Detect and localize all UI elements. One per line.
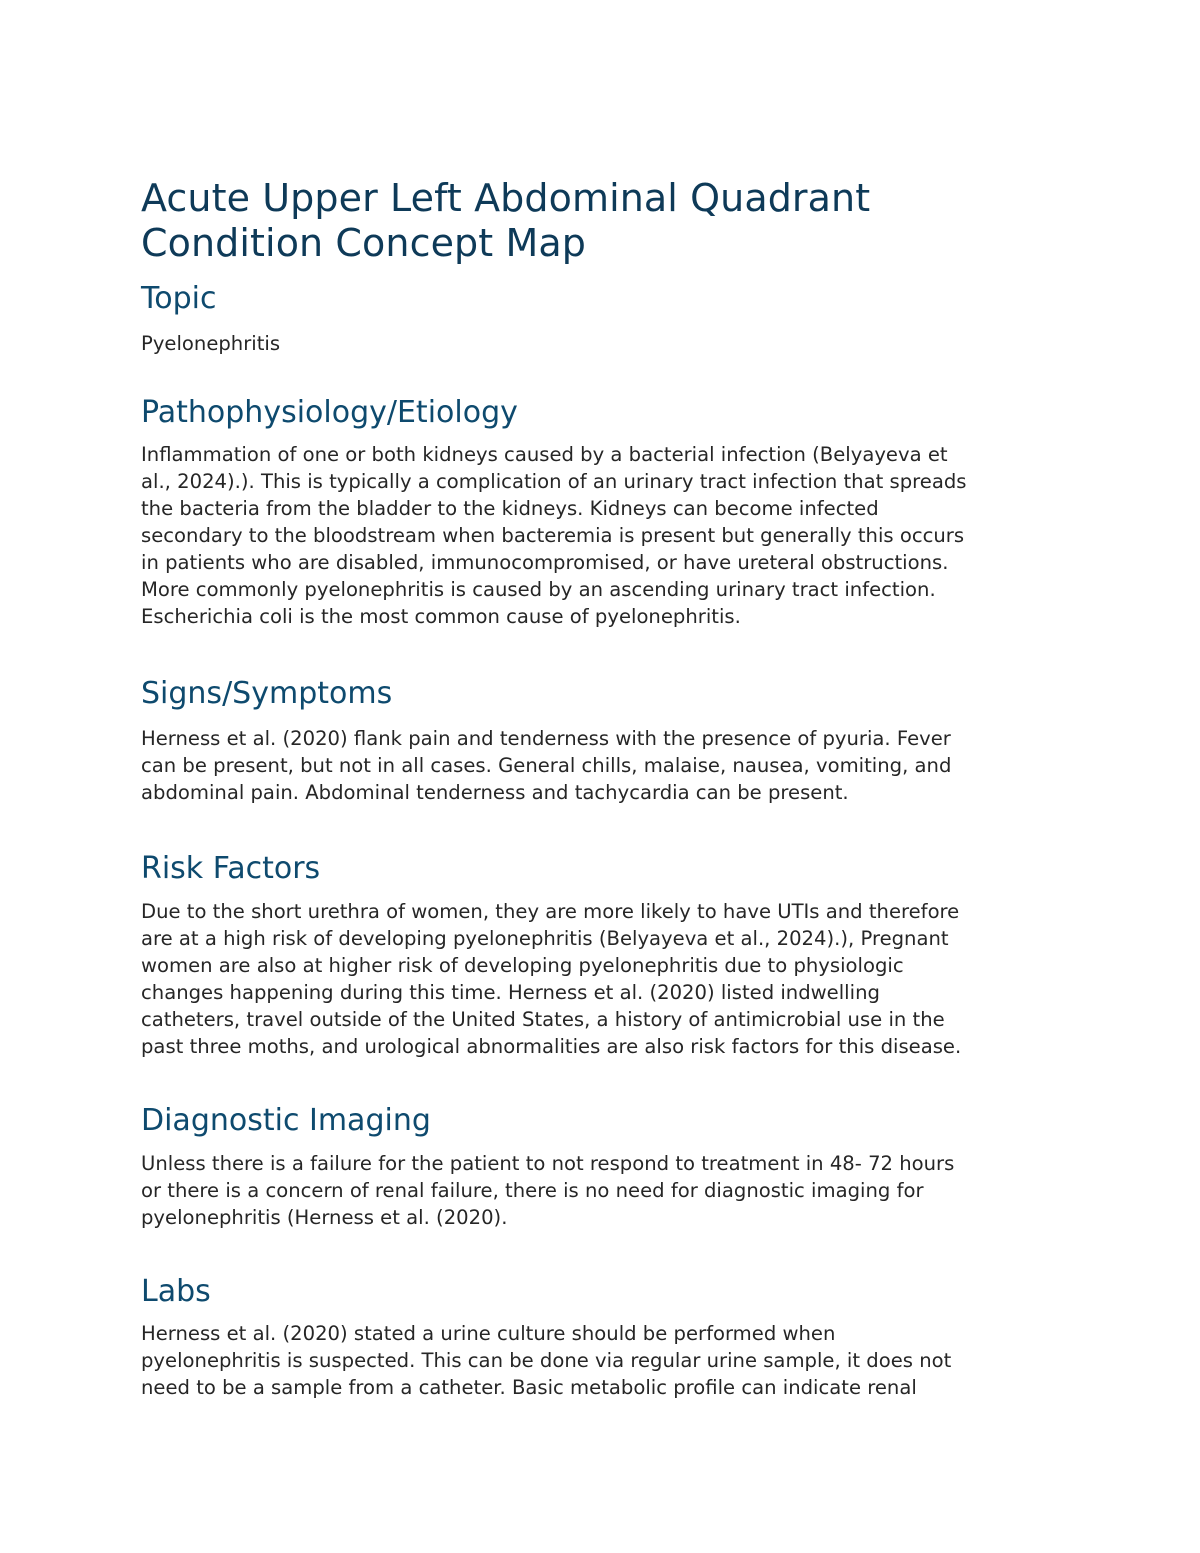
- section-signs-symptoms: [141, 675, 1061, 806]
- section-body-topic: Pyelonephritis: [141, 332, 281, 355]
- section-heading-diagnostic-imaging: Diagnostic Imaging: [141, 1103, 431, 1138]
- section-heading-signs-symptoms: Signs/Symptoms: [141, 676, 393, 711]
- section-body-labs: Herness et al. (2020) stated a urine culture should be performed when pyelonephritis is suspected. This can be done via regular urine sample, it does not need to be a sample from a catheter. Basic metabolic profile can indicate renal: [141, 1322, 952, 1399]
- section-body-diagnostic-imaging: Unless there is a failure for the patient to not respond to treatment in 48- 72 hours or there is a concern of renal failure, there is no need for diagnostic imaging for pyelonephritis (Herness et al. (2020).: [141, 1152, 955, 1229]
- section-risk-factors: [141, 850, 1061, 1060]
- section-heading-pathophysiology: Pathophysiology/Etiology: [141, 395, 518, 430]
- document-page: [141, 176, 1061, 1401]
- section-diagnostic-imaging: [141, 1102, 1061, 1231]
- section-labs: [141, 1273, 1061, 1401]
- section-topic: [141, 280, 1061, 357]
- section-body-signs-symptoms: Herness et al. (2020) flank pain and tenderness with the presence of pyuria. Fever can be present, but not in all cases. General chills, malaise, nausea, vomiting, and abdominal pain. Abdominal tenderness and tachycardia can be present.: [141, 727, 952, 804]
- section-body-pathophysiology: Inflammation of one or both kidneys caused by a bacterial infection (Belyayeva et al., 2024).). This is typically a complication of an urinary tract infection that spreads the bacteria from the bladder to the kidneys. Kidneys can become infected secondary to the bloodstream when bacteremia is present but generally this occurs in patients who are disabled, immunocompromised, or have ureteral obstructions. More commonly pyelonephritis is caused by an ascending urinary tract infection. Escherichia coli is the most common cause of pyelonephritis.: [141, 443, 967, 628]
- section-pathophysiology: [141, 394, 1061, 630]
- section-heading-topic: Topic: [141, 281, 217, 316]
- document-title: Acute Upper Left Abdominal Quadrant Condition Concept Map: [141, 176, 871, 265]
- section-heading-labs: Labs: [141, 1274, 211, 1309]
- section-heading-risk-factors: Risk Factors: [141, 851, 321, 886]
- section-body-risk-factors: Due to the short urethra of women, they are more likely to have UTIs and therefore are at a high risk of developing pyelonephritis (Belyayeva et al., 2024).), Pregnant women are also at higher risk of developing pyelonephritis due to physiologic changes happening during this time. Herness et al. (2020) listed indwelling catheters, travel outside of the United States, a history of antimicrobial use in the past three moths, and urological abnormalities are also risk factors for this disease.: [141, 900, 962, 1058]
